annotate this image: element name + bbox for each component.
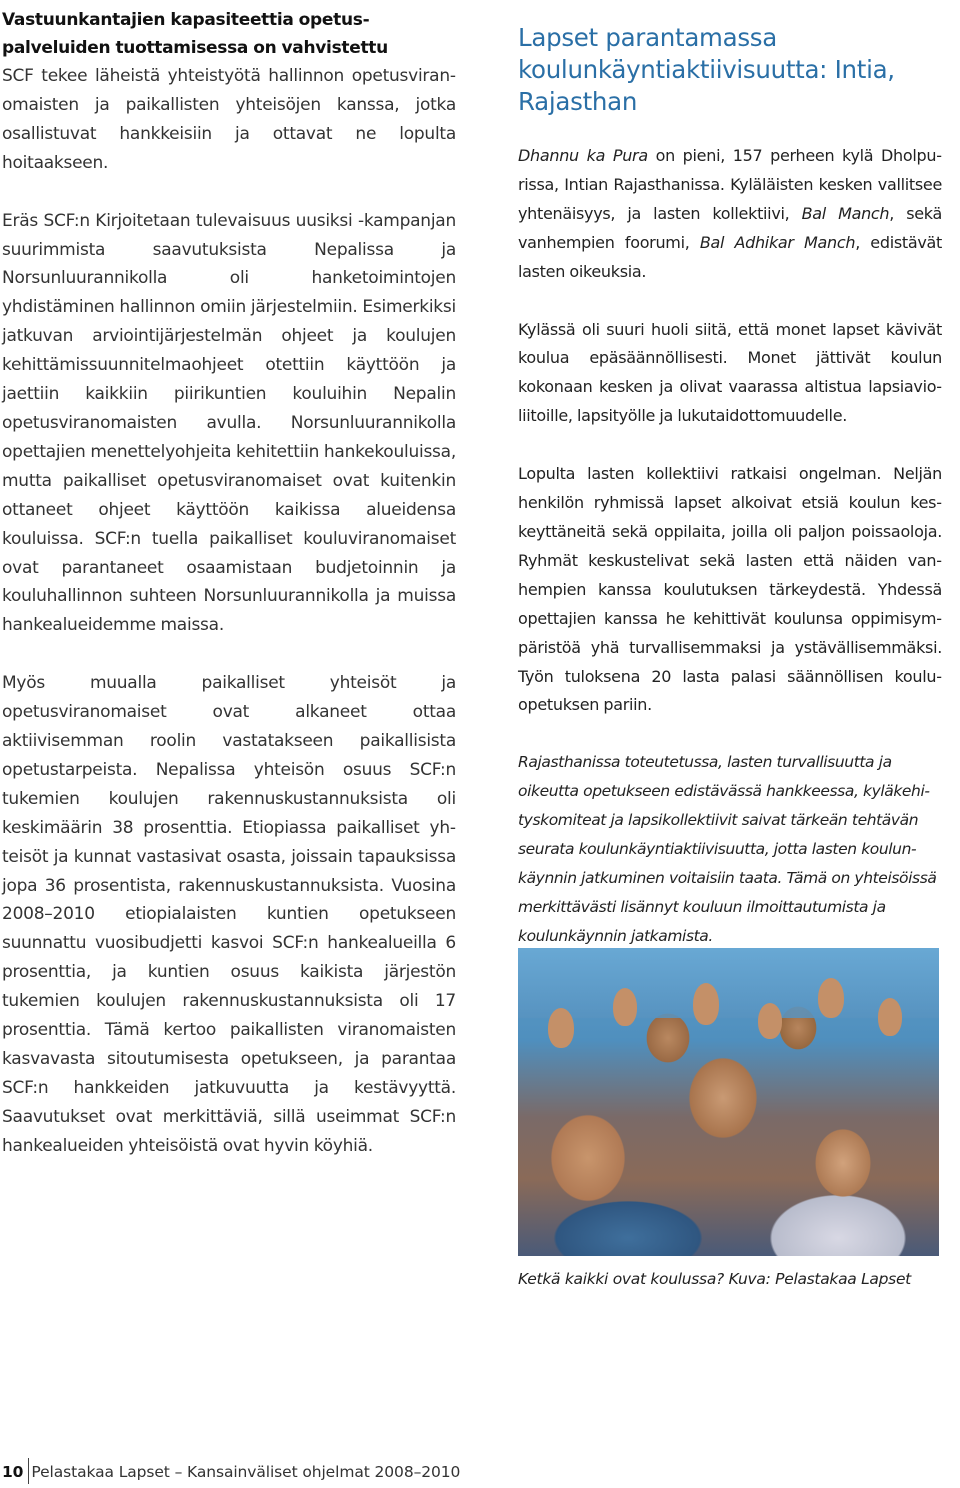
case-study-paragraph-2: Kylässä oli suuri huoli siitä, että monet lapset kävivät koulua epäsäännöllisesti. Monet jättivät koulun kokonaan kesken ja olivat vaarassa altistua lapsiavioliitoille, lapsityölle ja lukutaidottomuudelle.	[518, 319, 942, 426]
intro-paragraph	[2, 6, 456, 178]
raised-hand	[818, 978, 844, 1018]
village-name: Dhannu ka Pura	[518, 146, 648, 165]
footer-text: Pelastakaa Lapset – Kansainväliset ohjelmat 2008–2010	[31, 1463, 461, 1481]
parents-forum-name: Bal Adhikar Manch	[699, 232, 856, 252]
case-text-b: , sekä vanhempien foorumi,	[518, 203, 942, 252]
body-paragraph-2: Eräs SCF:n Kirjoitetaan tulevaisuus uusiksi -kampanjan suurimmista saavutuksista Nepalissa ja Norsunluurannikolla oli hanketoimintojen yhdistäminen hallinnon omiin järjestelmiin. Esimerkiksi jatkuvan arviointijärjestelmän ohjeet ja koulujen kehittämissuunnitelmaohjeet otettiin käyttöön ja jaettiin kaikkiin piirikuntien kouluihin Nepalin opetusviranomaisten avulla. Norsunluurannikolla opettajien menettelyohjeita kehitettiin hankekouluissa, mutta paikalliset opetusviranomaiset ovat kuitenkin ottaneet ohjeet käyttöön kaikissa alueidensa kouluissa. SCF:n tuella paikalliset kouluviranomaiset ovat parantaneet osaamistaan budjetoinnin ja kouluhallinnon suhteen Norsunluurannikolla ja muissa hankealueidemme maissa.	[2, 210, 456, 636]
case-study-summary: Rajasthanissa toteutetussa, lasten turvallisuutta ja oikeutta opetukseen edistävässä hankkeessa, kyläkehityskomiteat ja lapsikollektiivit saivat tärkeän tehtävän seurata koulunkäyntiaktiivisuutta, jotta lasten koulunkäynnin jatkuminen voitaisiin taata. Tämä on yhteisöissä merkittävästi lisännyt kouluun ilmoittautumista ja koulunkäynnin jatkamista.	[518, 753, 937, 945]
case-text-c: , edistävät lasten oikeuksia.	[518, 232, 943, 281]
body-paragraph-3: Myös muualla paikalliset yhteisöt ja opetusviranomaiset ovat alkaneet ottaa aktiivisemman roolin vastatakseen paikallisista opetustarpeista. Nepalissa yhteisön osuus SCF:n tukemien koulujen rakennuskustannuksista oli keskimäärin 38 prosenttia. Etiopiassa paikalliset yhteisöt ja kunnat vastasivat osasta, joissain tapauksissa jopa 36 prosentista, rakennuskustannuksista. Vuosina 2008–2010 etiopialaisten kuntien opetukseen suunnattu vuosibudjetti kasvoi SCF:n hankealueilla 6 prosenttia, ja kuntien osuus kaikista järjestön tukemien koulujen rakennuskustannuksista oli 17 prosenttia. Tämä kertoo paikallisten viranomaisten kasvavasta sitoutumisesta opetukseen, ja parantaa SCF:n hankkeiden jatkuvuutta ja kestävyyttä. Saavutukset ovat merkittäviä, sillä useimmat SCF:n hankealueiden yhteisöistä ovat hyvin köyhiä.	[2, 673, 456, 1156]
intro-text: SCF tekee läheistä yhteistyötä hallinnon opetusviranomaisten ja paikallisten yhteisöjen kanssa, jotka osallistuvat hankkeisiin ja ottavat ne lopulta hoitaakseen.	[2, 66, 456, 173]
raised-hand	[693, 983, 719, 1025]
case-study-title: Lapset parantamassa koulunkäyntiaktiivisuutta: Intia, Rajasthan	[518, 23, 895, 116]
case-study-paragraph-1	[518, 142, 942, 287]
photo-wall	[518, 948, 939, 1018]
children-collective-name: Bal Manch	[801, 203, 890, 223]
children-classroom-photo	[518, 948, 939, 1256]
section-heading: Vastuunkantajien kapasiteettia opetuspalveluiden tuottamisessa on vahvistettu	[2, 10, 388, 58]
raised-hand	[758, 1003, 782, 1039]
left-column	[2, 6, 456, 1161]
photo-caption: Ketkä kaikki ovat koulussa? Kuva: Pelastakaa Lapset	[518, 1270, 911, 1288]
raised-hand	[613, 988, 637, 1026]
page-footer	[2, 1463, 460, 1481]
raised-hand	[548, 1008, 574, 1048]
case-text-a: on pieni, 157 perheen kylä Dholpurissa, Intian Rajasthanissa. Kyläläisten kesken vallitsee yhtenäisyys, ja lasten kollektiivi,	[518, 146, 942, 223]
case-study-paragraph-3: Lopulta lasten kollektiivi ratkaisi ongelman. Neljän henkilön ryhmissä lapset alkoivat etsiä koulun keskeyttäneitä sekä oppilaita, joilla oli paljon poissaoloja. Ryhmät keskustelivat sekä lasten että näiden vanhempien kanssa koulutuksen tärkeydestä. Yhdessä opettajien kanssa he kehittivät koulunsa oppimisympäristöä yhä turvallisemmaksi ja ystävällisemmäksi. Työn tuloksena 20 lasta palasi säännöllisen kouluopetuksen pariin.	[518, 464, 942, 715]
page-number: 10	[2, 1463, 24, 1481]
raised-hand	[878, 998, 902, 1036]
case-study-column	[518, 22, 942, 951]
